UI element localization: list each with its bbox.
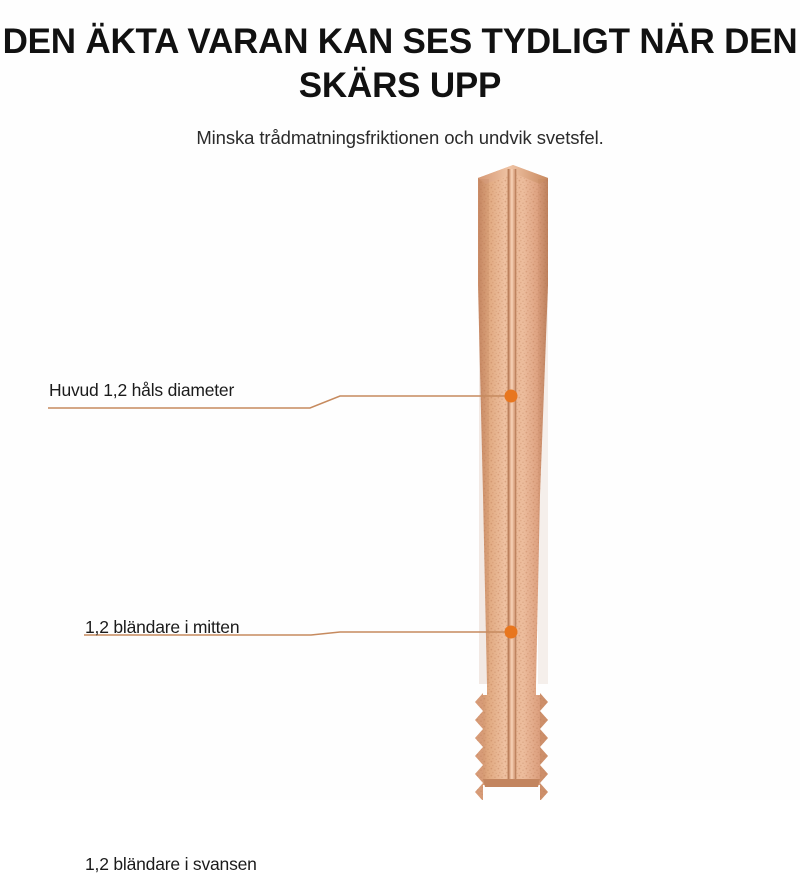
page-subtitle: Minska trådmatningsfriktionen och undvik svetsfel. [196, 126, 604, 148]
tail-threads-left [475, 693, 483, 800]
tail-end-face [483, 779, 540, 787]
callout-dot-middle[interactable] [505, 626, 518, 639]
body-shadow-right [538, 179, 548, 684]
callout-dot-head[interactable] [505, 390, 518, 403]
bore-channel [507, 169, 516, 800]
page-title: DEN ÄKTA VARAN KAN SES TYDLIGT NÄR DEN SKÄRS UPP [2, 22, 798, 106]
callout-label-head: Huvud 1,2 håls diameter [49, 380, 235, 400]
header [0, 0, 800, 149]
body-shadow-left [479, 179, 489, 684]
tail-threads-right [540, 693, 548, 800]
callout-label-middle: 1,2 bländare i mitten [85, 617, 240, 637]
callout-label-tail: 1,2 bländare i svansen [85, 854, 257, 874]
leader-lines [48, 396, 511, 800]
contact-tip-illustration [0, 165, 800, 800]
diagram [0, 165, 800, 874]
